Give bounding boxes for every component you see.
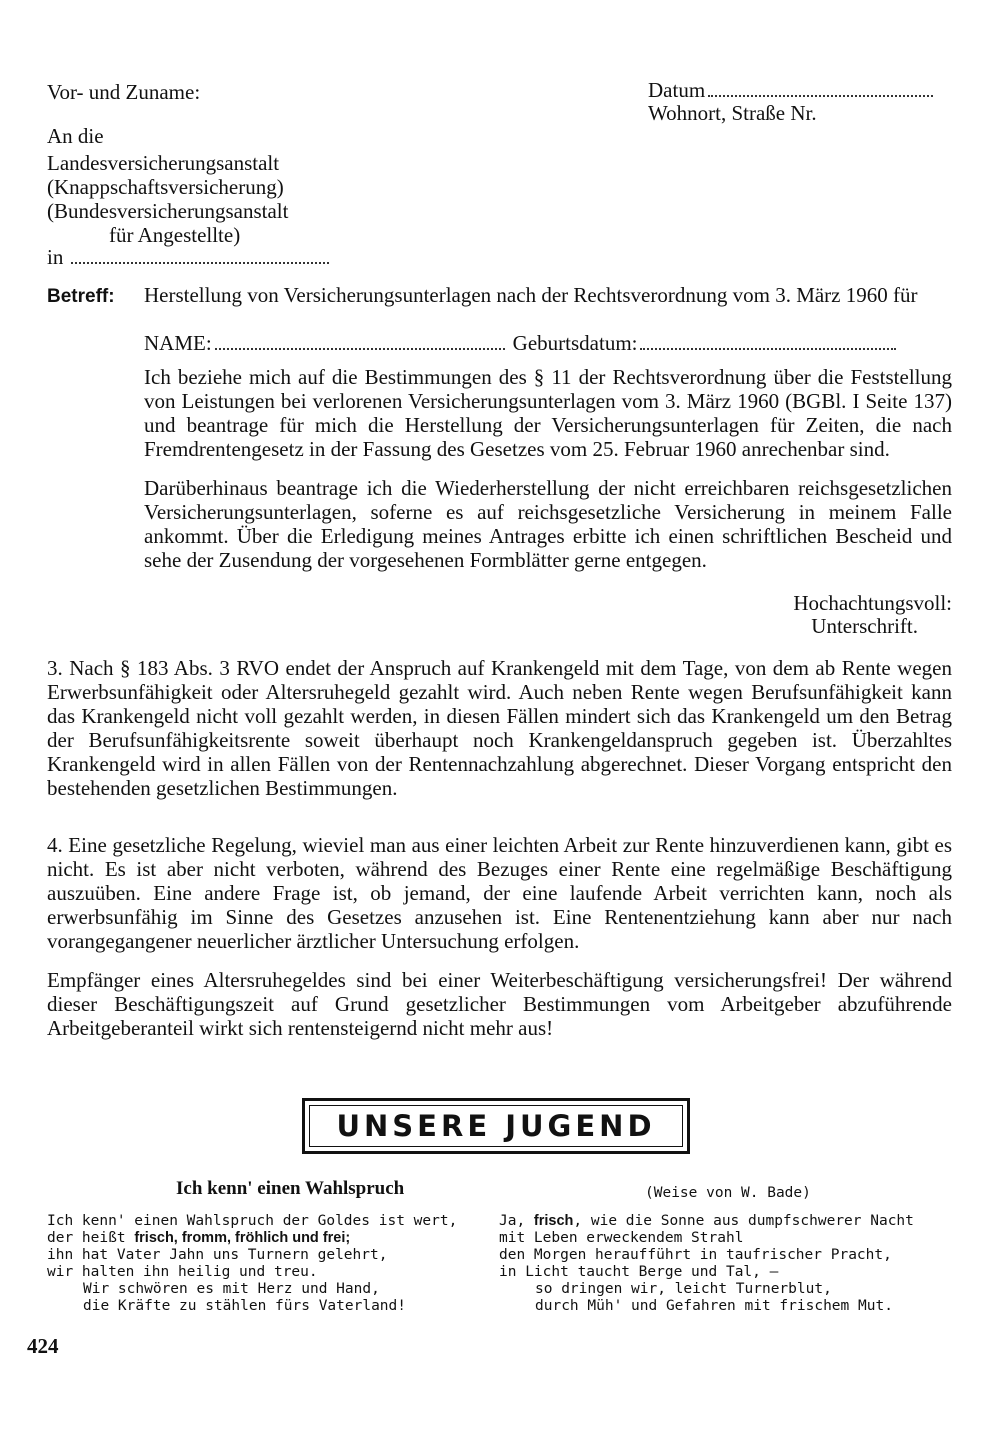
page-number: 424 [27,1334,59,1358]
verse-line: Ich kenn' einen Wahlspruch der Goldes ist wert, [47,1213,458,1229]
birth-blank [640,348,896,350]
banner-inner-frame [309,1105,683,1147]
recipient-line: (Knappschaftsversicherung) [47,175,284,199]
verse-line: Wir schwören es mit Herz und Hand, [83,1281,380,1297]
in-field [47,245,347,269]
verse-line: der heißt frisch, fromm, fröhlich und frei; [47,1230,351,1246]
closing: Hochachtungsvoll: [793,591,952,615]
in-blank [71,262,329,264]
name-label: Vor- und Zuname: [47,80,201,104]
recipient-line: Landesversicherungsanstalt [47,151,280,175]
letter-paragraph-1: Ich beziehe mich auf die Bestimmungen des § 11 der Rechtsverordnung über die Feststellung von Leistungen bei verlorenen Versicherungsunterlagen vom 3. März 1960 (BGBl. I Seite 137) und beantrage für mich die Herstellung der Versicherungsunterlagen für Zeiten, die nach Fremdrentengesetz in der Fassung des Gesetzes vom 25. Februar 1960 anrechenbar sind. [144,365,952,461]
verse-line: durch Müh' und Gefahren mit frischem Mut. [535,1298,893,1314]
recipient-block [47,124,288,247]
verse-emphasis: frisch [533,1213,574,1229]
section-4-paragraph-1: 4. Eine gesetzliche Regelung, wieviel man aus einer leichten Arbeit zur Rente hinzuverdienen kann, gibt es nicht. Es ist aber nicht verboten, während des Bezuges einer Rente eine regelmäßige Beschäftigung auszuüben. Eine andere Frage ist, ob jemand, der eine laufende Arbeit verrichten kann, noch als erwerbsunfähig im Sinne des Gesetzes anzusehen ist. Eine Rentenentziehung kann aber nur nach vorangegangener neuerlicher ärztlicher Untersuchung erfolgen. [47,833,952,953]
verse-line: Ja, frisch, wie die Sonne aus dumpfschwerer Nacht [499,1213,914,1229]
name-field-label: NAME: [144,331,212,355]
date-label: Datum [648,78,706,102]
date-blank [708,95,933,97]
banner-title: UNSERE JUGEND [336,1109,656,1143]
recipient-line: An die [47,124,104,148]
subject-text: Herstellung von Versicherungsunterlagen nach der Rechtsverordnung vom 3. März 1960 für [144,283,918,307]
recipient-line: (Bundesversicherungsanstalt [47,199,289,223]
date-field [648,78,953,102]
signature: Unterschrift. [811,614,918,638]
verse-line: mit Leben erweckendem Strahl [499,1230,744,1246]
subject-fields [144,331,952,355]
verse-line: in Licht taucht Berge und Tal, — [499,1264,779,1280]
recipient-line: für Angestellte) [109,223,241,247]
in-label: in [47,245,64,269]
section-3-text: 3. Nach § 183 Abs. 3 RVO endet der Anspruch auf Krankengeld mit dem Tage, von dem ab Rente wegen Erwerbsunfähigkeit oder Altersruhegeld gezahlt wird. Auch neben Rente wegen Berufsunfähigkeit kann das Krankengeld nicht voll gezahlt werden, in diesen Fällen mindert sich das Krankengeld um den Betrag der Berufsunfähigkeitsrente soweit überhaupt noch Krankengeldanspruch gegeben ist. Überzahltes Krankengeld wird in allen Fällen von der Rentennachzahlung abgerechnet. Dieser Vorgang entspricht den bestehenden gesetzlichen Bestimmungen. [47,656,952,800]
address-label: Wohnort, Straße Nr. [648,101,817,125]
verse-line: den Morgen heraufführt in taufrischer Pracht, [499,1247,892,1263]
letter-paragraph-2: Darüberhinaus beantrage ich die Wiederherstellung der nicht erreichbaren reichsgesetzlichen Versicherungsunterlagen, soferne es auf reichsgesetzliche Versicherung in meinem Falle ankommt. Über die Erledigung meines Antrages erbitte ich einen schriftlichen Bescheid und sehe der Zusendung der vorgesehenen Formblätter gerne entgegen. [144,476,952,572]
birth-field-label: Geburtsdatum: [512,331,638,355]
verse-emphasis: frisch, fromm, fröhlich und frei; [134,1230,351,1246]
subject-label: Betreff: [47,286,115,307]
section-4-paragraph-2: Empfänger eines Altersruhegeldes sind bei einer Weiterbeschäftigung versicherungsfrei! Der während dieser Beschäftigungszeit auf Grund gesetzlicher Bestimmungen vom Arbeitgeber abzuführende Arbeitgeberanteil wirkt sich rentensteigernd nicht mehr aus! [47,968,952,1040]
song-verse-left [47,1213,487,1315]
song-title: Ich kenn' einen Wahlspruch [176,1178,405,1199]
section-banner [302,1098,690,1154]
name-blank [215,348,505,350]
verse-line: wir halten ihn heilig und treu. [47,1264,318,1280]
verse-line: ihn hat Vater Jahn uns Turnern gelehrt, [47,1247,388,1263]
verse-line: die Kräfte zu stählen fürs Vaterland! [83,1298,407,1314]
song-verse-right [499,1213,959,1315]
verse-line: so dringen wir, leicht Turnerblut, [535,1281,832,1297]
song-composer: (Weise von W. Bade) [645,1185,811,1201]
